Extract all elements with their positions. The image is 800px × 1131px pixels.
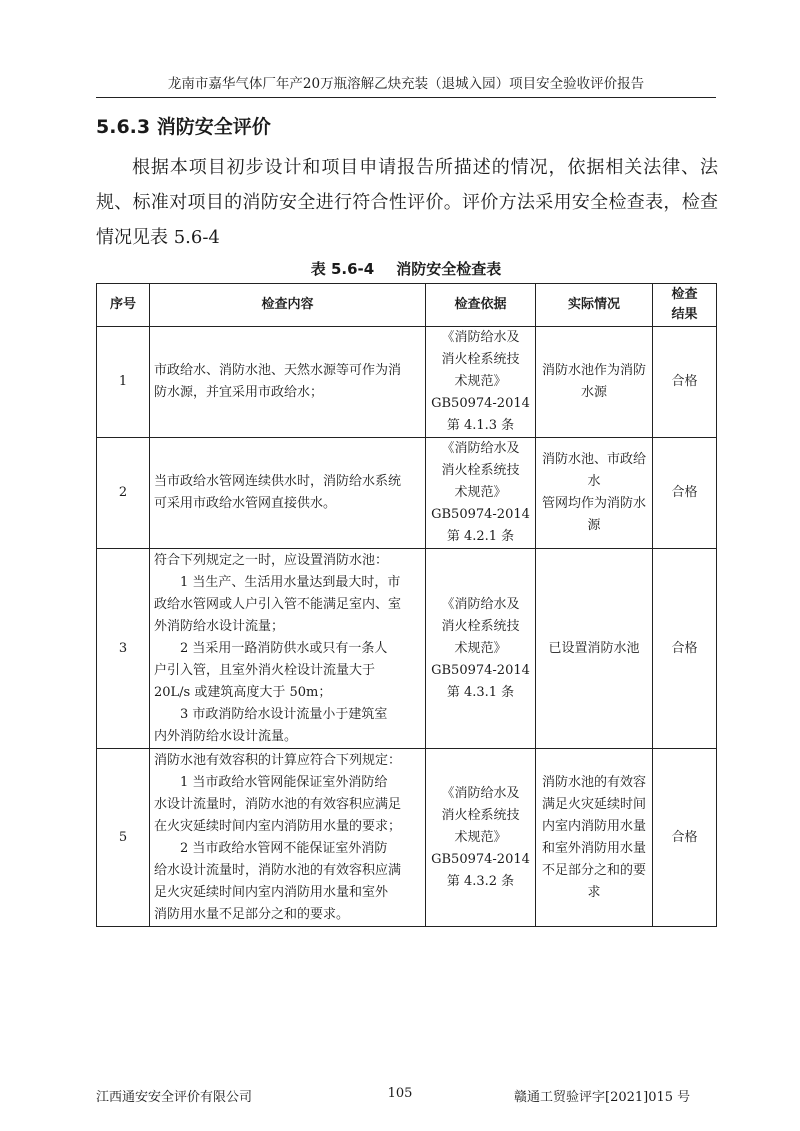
basis-line: 第 4.3.1 条 bbox=[446, 684, 515, 700]
basis-line: 术规范》 bbox=[454, 374, 507, 389]
actual-situation bbox=[536, 327, 653, 438]
table-caption-number: 表 5.6-4 bbox=[310, 260, 375, 278]
check-basis bbox=[426, 327, 536, 438]
content-line: 2 当市政给水管网不能保证室外消防 bbox=[180, 840, 388, 856]
row-number: 2 bbox=[97, 438, 150, 549]
check-content bbox=[150, 749, 426, 927]
basis-line: 《消防给水及 bbox=[441, 330, 520, 345]
basis-line: 《消防给水及 bbox=[441, 441, 520, 456]
table-row bbox=[97, 749, 717, 927]
content-line: 在火灾延续时间内室内消防用水量的要求； bbox=[154, 818, 402, 834]
actual-situation bbox=[536, 549, 653, 749]
content-line: 市政给水、消防水池、天然水源等可作为消 bbox=[154, 363, 402, 378]
actual-line: 管网均作为消防水 bbox=[541, 496, 646, 511]
basis-line: GB50974-2014 bbox=[431, 507, 530, 522]
content-intro: 符合下列规定之一时，应设置消防水池： bbox=[154, 552, 389, 568]
basis-line: 术规范》 bbox=[454, 640, 507, 656]
section-title: 5.6.3 消防安全评价 bbox=[96, 116, 271, 138]
actual-line: 水源 bbox=[580, 385, 607, 400]
actual-line: 不足部分之和的要 bbox=[541, 862, 646, 878]
basis-line: 第 4.2.1 条 bbox=[446, 529, 515, 544]
check-result: 合格 bbox=[653, 549, 717, 749]
content-line: 防水源，并宜采用市政给水； bbox=[154, 385, 324, 400]
content-line: 20L/s 或建筑高度大于 50m； bbox=[154, 684, 332, 700]
content-line: 水设计流量时，消防水池的有效容积应满足 bbox=[154, 796, 402, 812]
page-number: 105 bbox=[387, 1086, 413, 1101]
actual-line: 消防水池、市政给水 bbox=[541, 452, 646, 489]
content-line: 政给水管网或人户引入管不能满足室内、室 bbox=[154, 596, 402, 612]
footer-company: 江西通安安全评价有限公司 bbox=[96, 1090, 253, 1105]
content-intro: 消防水池有效容积的计算应符合下列规定： bbox=[154, 752, 402, 768]
table-row bbox=[97, 549, 717, 749]
basis-line: 术规范》 bbox=[454, 485, 507, 500]
header-divider bbox=[96, 97, 716, 98]
table-row bbox=[97, 327, 717, 438]
basis-line: 消火栓系统技 bbox=[441, 352, 520, 367]
header-result-line: 结果 bbox=[671, 307, 698, 322]
header-actual: 实际情况 bbox=[536, 284, 653, 327]
basis-line: 消火栓系统技 bbox=[441, 463, 520, 478]
check-basis bbox=[426, 749, 536, 927]
actual-line: 满足火灾延续时间 bbox=[541, 796, 646, 812]
row-number: 3 bbox=[97, 549, 150, 749]
check-content bbox=[150, 549, 426, 749]
actual-line: 求 bbox=[587, 884, 601, 900]
page-header: 龙南市嘉华气体厂年产20万瓶溶解乙炔充装（退城入园）项目安全验收评价报告 bbox=[167, 76, 645, 92]
check-result: 合格 bbox=[653, 438, 717, 549]
content-line: 给水设计流量时，消防水池的有效容积应满 bbox=[154, 862, 402, 878]
basis-line: 消火栓系统技 bbox=[441, 618, 520, 634]
content-line: 户引入管，且室外消火栓设计流量大于 bbox=[154, 662, 376, 678]
header-result bbox=[653, 284, 717, 327]
content-line: 内外消防给水设计流量。 bbox=[154, 728, 298, 744]
content-line: 2 当采用一路消防供水或只有一条人 bbox=[180, 640, 388, 656]
content-line: 3 市政消防给水设计流量小于建筑室 bbox=[180, 706, 388, 722]
content-line: 1 当生产、生活用水量达到最大时，市 bbox=[180, 574, 401, 590]
check-content bbox=[150, 327, 426, 438]
table-caption bbox=[96, 258, 716, 279]
basis-line: 《消防给水及 bbox=[441, 596, 520, 612]
check-basis bbox=[426, 438, 536, 549]
actual-situation bbox=[536, 749, 653, 927]
actual-line: 消防水池的有效容 bbox=[541, 774, 646, 790]
content-line: 外消防给水设计流量； bbox=[154, 618, 285, 634]
basis-line: GB50974-2014 bbox=[431, 396, 530, 411]
footer-document-number: 赣通工贸验评字[2021]015 号 bbox=[514, 1090, 691, 1105]
content-line: 1 当市政给水管网能保证室外消防给 bbox=[180, 774, 388, 790]
basis-line: GB50974-2014 bbox=[431, 851, 530, 867]
content-line: 当市政给水管网连续供水时，消防给水系统 bbox=[154, 474, 402, 489]
check-result: 合格 bbox=[653, 327, 717, 438]
basis-line: 《消防给水及 bbox=[441, 785, 520, 801]
check-basis bbox=[426, 549, 536, 749]
basis-line: 术规范》 bbox=[454, 829, 507, 845]
basis-line: 消火栓系统技 bbox=[441, 807, 520, 823]
actual-line: 消防水池作为消防 bbox=[541, 363, 646, 378]
check-content bbox=[150, 438, 426, 549]
content-line: 消防用水量不足部分之和的要求。 bbox=[154, 906, 350, 922]
table-row bbox=[97, 438, 717, 549]
actual-situation bbox=[536, 438, 653, 549]
actual-line: 源 bbox=[587, 518, 601, 533]
row-number: 1 bbox=[97, 327, 150, 438]
content-line: 可采用市政给水管网直接供水。 bbox=[154, 496, 337, 511]
basis-line: 第 4.1.3 条 bbox=[446, 418, 515, 433]
header-basis: 检查依据 bbox=[426, 284, 536, 327]
header-no: 序号 bbox=[97, 284, 150, 327]
header-content: 检查内容 bbox=[150, 284, 426, 327]
content-line: 足火灾延续时间内室内消防用水量和室外 bbox=[154, 884, 389, 900]
header-result-line: 检查 bbox=[671, 287, 698, 302]
check-result: 合格 bbox=[653, 749, 717, 927]
table-header-row bbox=[97, 284, 717, 327]
basis-line: GB50974-2014 bbox=[431, 662, 530, 678]
fire-safety-checklist-table bbox=[96, 283, 717, 927]
actual-line: 内室内消防用水量 bbox=[541, 818, 646, 834]
intro-paragraph: 根据本项目初步设计和项目申请报告所描述的情况，依据相关法律、法规、标准对项目的消防安全进行符合性评价。评价方法采用安全检查表，检查情况见表 5.6-4 bbox=[96, 157, 718, 248]
basis-line: 第 4.3.2 条 bbox=[446, 873, 515, 889]
actual-line: 已设置消防水池 bbox=[548, 640, 640, 656]
row-number: 5 bbox=[97, 749, 150, 927]
actual-line: 和室外消防用水量 bbox=[541, 840, 646, 856]
table-caption-title: 消防安全检查表 bbox=[396, 260, 502, 278]
